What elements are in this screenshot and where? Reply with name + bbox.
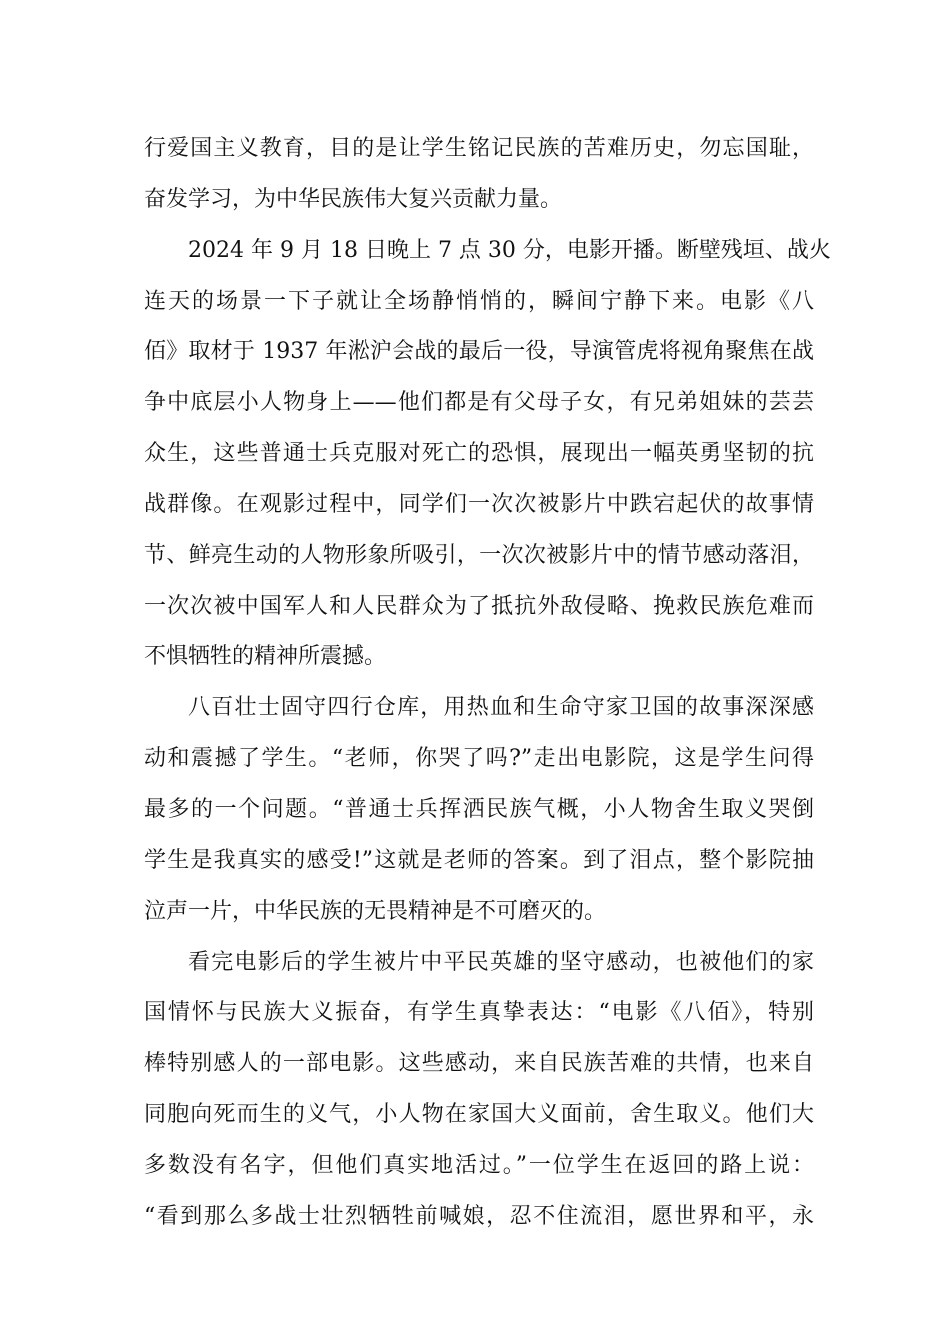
paragraph-first-line: 八百壮士固守四行仓库，用热血和生命守家卫国的故事深深感 [188,695,814,721]
article-body [144,124,831,1243]
text-line: 动和震撼了学生。“老师，你哭了吗?”走出电影院，这是学生问得 [144,746,814,772]
text-line: 棒特别感人的一部电影。这些感动，来自民族苦难的共情，也来自 [144,1051,814,1077]
text-line: 众生，这些普通士兵克服对死亡的恐惧，展现出一幅英勇坚韧的抗 [144,441,814,467]
text-line: 学生是我真实的感受!”这就是老师的答案。到了泪点，整个影院抽 [144,847,814,873]
text-line: 一次次被中国军人和人民群众为了抵抗外敌侵略、挽救民族危难而 [144,593,814,619]
text-line: 连天的场景一下子就让全场静悄悄的，瞬间宁静下来。电影《八 [144,288,814,314]
text-line: 行爱国主义教育，目的是让学生铭记民族的苦难历史，勿忘国耻， [144,136,814,161]
text-line: 争中底层小人物身上——他们都是有父母子女，有兄弟姐妹的芸芸 [144,390,814,416]
text-line: 泣声一片，中华民族的无畏精神是不可磨灭的。 [144,898,607,924]
text-line: 佰》取材于 1937 年淞沪会战的最后一役，导演管虎将视角聚焦在战 [144,339,814,365]
text-line: 不惧牺牲的精神所震撼。 [144,644,387,670]
text-line: “看到那么多战士壮烈牺牲前喊娘，忍不住流泪，愿世界和平，永 [144,1203,814,1229]
text-line: 同胞向死而生的义气，小人物在家国大义面前，舍生取义。他们大 [144,1102,814,1128]
text-line: 多数没有名字，但他们真实地活过。”一位学生在返回的路上说： [144,1152,814,1178]
text-line: 国情怀与民族大义振奋，有学生真挚表达：“电影《八佰》，特别 [144,1000,814,1026]
text-line: 战群像。在观影过程中，同学们一次次被影片中跌宕起伏的故事情 [144,491,814,517]
text-line: 最多的一个问题。“普通士兵挥洒民族气概，小人物舍生取义哭倒 [144,796,814,822]
text-line: 奋发学习，为中华民族伟大复兴贡献力量。 [144,186,563,212]
paragraph-first-line: 看完电影后的学生被片中平民英雄的坚守感动，也被他们的家 [188,949,814,975]
text-line: 节、鲜亮生动的人物形象所吸引，一次次被影片中的情节感动落泪， [144,542,814,568]
paragraph-first-line: 2024 年 9 月 18 日晚上 7 点 30 分，电影开播。断壁残垣、战火 [188,237,831,263]
